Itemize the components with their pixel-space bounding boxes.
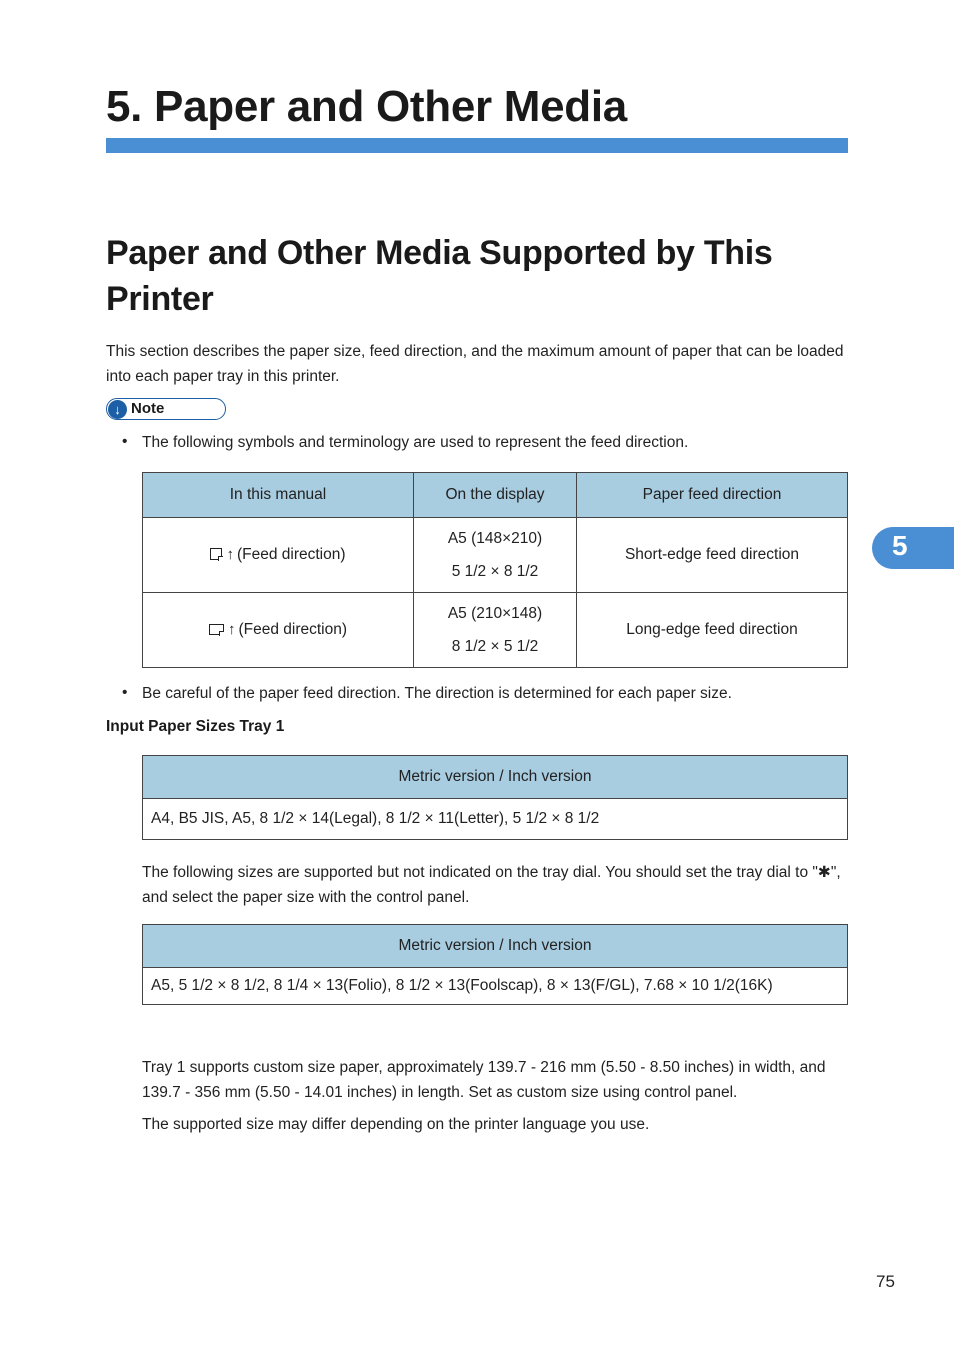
- table-cell: A5 (210×148) 8 1/2 × 5 1/2: [414, 593, 577, 668]
- feed-arrow-up-icon: ↑: [226, 546, 234, 563]
- table-cell: A4, B5 JIS, A5, 8 1/2 × 14(Legal), 8 1/2 × 11(Letter), 5 1/2 × 8 1/2: [143, 799, 848, 840]
- table-cell: ↑ (Feed direction): [143, 593, 414, 668]
- table-header-row: [143, 473, 848, 518]
- chapter-tab-number: 5: [892, 530, 908, 561]
- note-label: Note: [131, 400, 165, 417]
- column-header: Metric version / Inch version: [143, 756, 848, 799]
- feed-direction-table: [142, 472, 848, 668]
- table-header-row: [143, 925, 848, 968]
- note-badge: [106, 398, 226, 420]
- table-row: [143, 968, 848, 1005]
- table-cell: A5, 5 1/2 × 8 1/2, 8 1/4 × 13(Folio), 8 1/2 × 13(Foolscap), 8 × 13(F/GL), 7.68 × 10 1/2(16K): [143, 968, 848, 1005]
- long-edge-feed-icon: [209, 624, 224, 635]
- tray-dial-text: The following sizes are supported but not indicated on the tray dial. You should set the tray dial to "✱", and select the paper size with the control panel.: [142, 864, 841, 906]
- section-intro: This section describes the paper size, feed direction, and the maximum amount of paper that can be loaded into each paper tray in this printer.: [106, 343, 844, 385]
- custom-size-text: Tray 1 supports custom size paper, approximately 139.7 - 216 mm (5.50 - 8.50 inches) in width, and 139.7 - 356 mm (5.50 - 14.01 inches) in length. Set as custom size using control panel.: [142, 1059, 826, 1101]
- note-bullet-1: • The following symbols and terminology are used to represent the feed direction.: [122, 433, 689, 451]
- tray1-sizes-table: [142, 755, 848, 840]
- column-header: On the display: [414, 473, 577, 518]
- table-header-row: [143, 756, 848, 799]
- chapter-title: 5. Paper and Other Media: [106, 82, 627, 131]
- chapter-tab: [872, 527, 954, 569]
- column-header: Metric version / Inch version: [143, 925, 848, 968]
- page-number: 75: [876, 1272, 895, 1291]
- note-bullet-2: • Be careful of the paper feed direction. The direction is determined for each paper size.: [122, 684, 732, 702]
- table-cell: ↑ (Feed direction): [143, 518, 414, 593]
- printer-language-text: The supported size may differ depending on the printer language you use.: [142, 1116, 650, 1133]
- tray1-other-sizes-table: [142, 924, 848, 1005]
- short-edge-feed-icon: [210, 548, 222, 560]
- table-row: [143, 593, 848, 668]
- column-header: In this manual: [143, 473, 414, 518]
- tray1-heading: Input Paper Sizes Tray 1: [106, 718, 285, 735]
- chapter-title-bar: [106, 138, 848, 153]
- feed-arrow-up-icon: ↑: [227, 621, 236, 638]
- table-cell: Long-edge feed direction: [577, 593, 848, 668]
- table-row: [143, 518, 848, 593]
- table-cell: A5 (148×210) 5 1/2 × 8 1/2: [414, 518, 577, 593]
- table-row: [143, 799, 848, 840]
- table-cell: Short-edge feed direction: [577, 518, 848, 593]
- column-header: Paper feed direction: [577, 473, 848, 518]
- down-arrow-icon: ↓: [108, 400, 127, 419]
- section-title: Paper and Other Media Supported by This Printer: [106, 234, 773, 318]
